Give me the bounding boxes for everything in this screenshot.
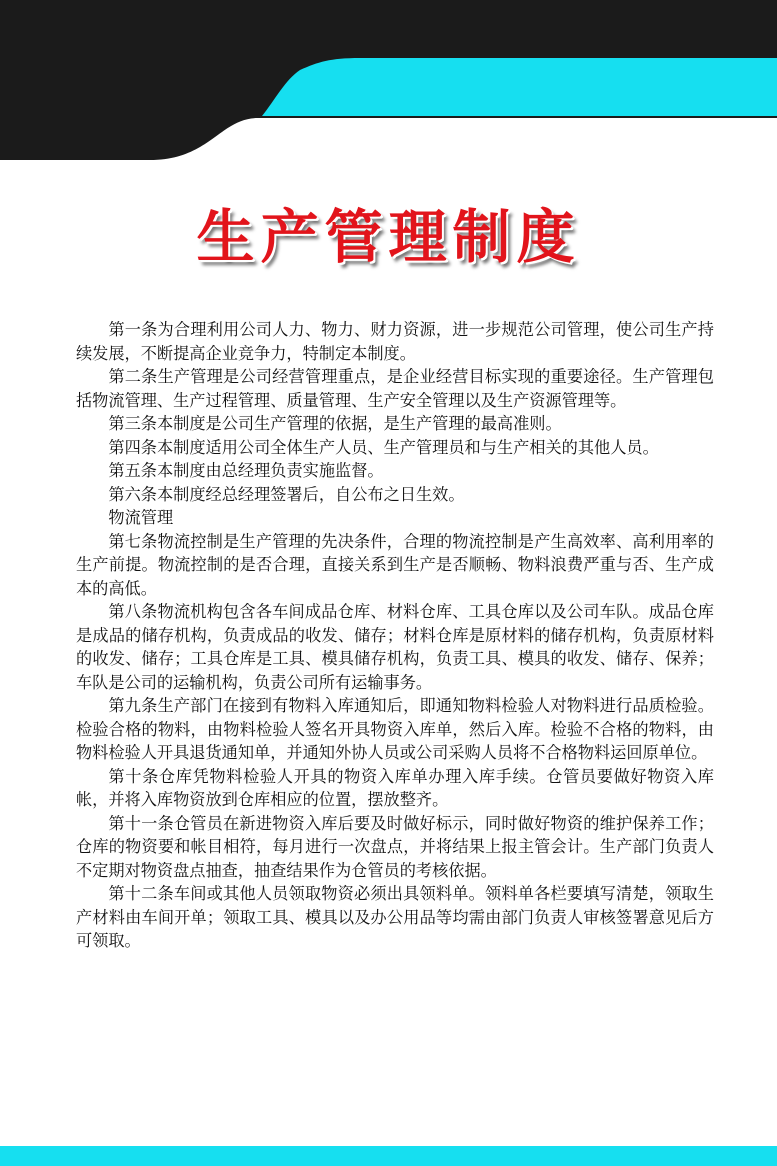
footer-band [0,1146,777,1166]
paragraph: 第二条生产管理是公司经营管理重点，是企业经营目标实现的重要途径。生产管理包括物流管理、生产过程管理、质量管理、生产安全管理以及生产资源管理等。 [76,367,714,410]
paragraph: 第六条本制度经总经理签署后，自公布之日生效。 [108,484,465,504]
paragraph: 第十条仓库凭物料检验人开具的物资入库单办理入库手续。仓管员要做好物资入库帐，并将入库物资放到仓库相应的位置，摆放整齐。 [76,766,714,809]
section-heading: 物流管理 [108,508,174,527]
paragraph: 第一条为合理利用公司人力、物力、财力资源，进一步规范公司管理，使公司生产持续发展，不断提高企业竞争力，特制定本制度。 [76,320,714,363]
paragraph: 第十二条车间或其他人员领取物资必须出具领料单。领料单各栏要填写清楚，领取生产材料由车间开单；领取工具、模具以及办公用品等均需由部门负责人审核签署意见后方可领取。 [76,884,714,950]
paragraph: 第九条生产部门在接到有物料入库通知后，即通知物料检验人对物料进行品质检验。检验合格的物料，由物料检验人签名开具物资入库单，然后入库。检验不合格的物料，由物料检验人开具退货通知单，并通知外协人员或公司采购人员将不合格物料运回原单位。 [76,696,714,762]
paragraph: 第三条本制度是公司生产管理的依据，是生产管理的最高准则。 [108,414,562,433]
page-title: 生产管理制度 [196,203,581,271]
paragraph: 第七条物流控制是生产管理的先决条件，合理的物流控制是产生高效率、高利用率的生产前提。物流控制的是否合理，直接关系到生产是否顺畅、物料浪费严重与否、生产成本的高低。 [76,531,714,598]
paragraph: 第十一条仓管员在新进物资入库后要及时做好标示，同时做好物资的维护保养工作；仓库的物资要和帐目相符，每月进行一次盘点，并将结果上报主管会计。生产部门负责人不定期对物资盘点抽查，抽查结果作为仓管员的考核依据。 [76,813,714,880]
paragraph: 第八条物流机构包含各车间成品仓库、材料仓库、工具仓库以及公司车队。成品仓库是成品的储存机构，负责成品的收发、储存；材料仓库是原材料的储存机构，负责原材料的收发、储存；工具仓库是工具、模具储存机构，负责工具、模具的收发、储存、保养；车队是公司的运输机构，负责公司所有运输事务。 [76,602,714,692]
document-body [76,318,714,953]
paragraph: 第五条本制度由总经理负责实施监督。 [108,461,384,480]
paragraph: 第四条本制度适用公司全体生产人员、生产管理员和与生产相关的其他人员。 [108,437,659,457]
header-decoration [0,0,777,170]
